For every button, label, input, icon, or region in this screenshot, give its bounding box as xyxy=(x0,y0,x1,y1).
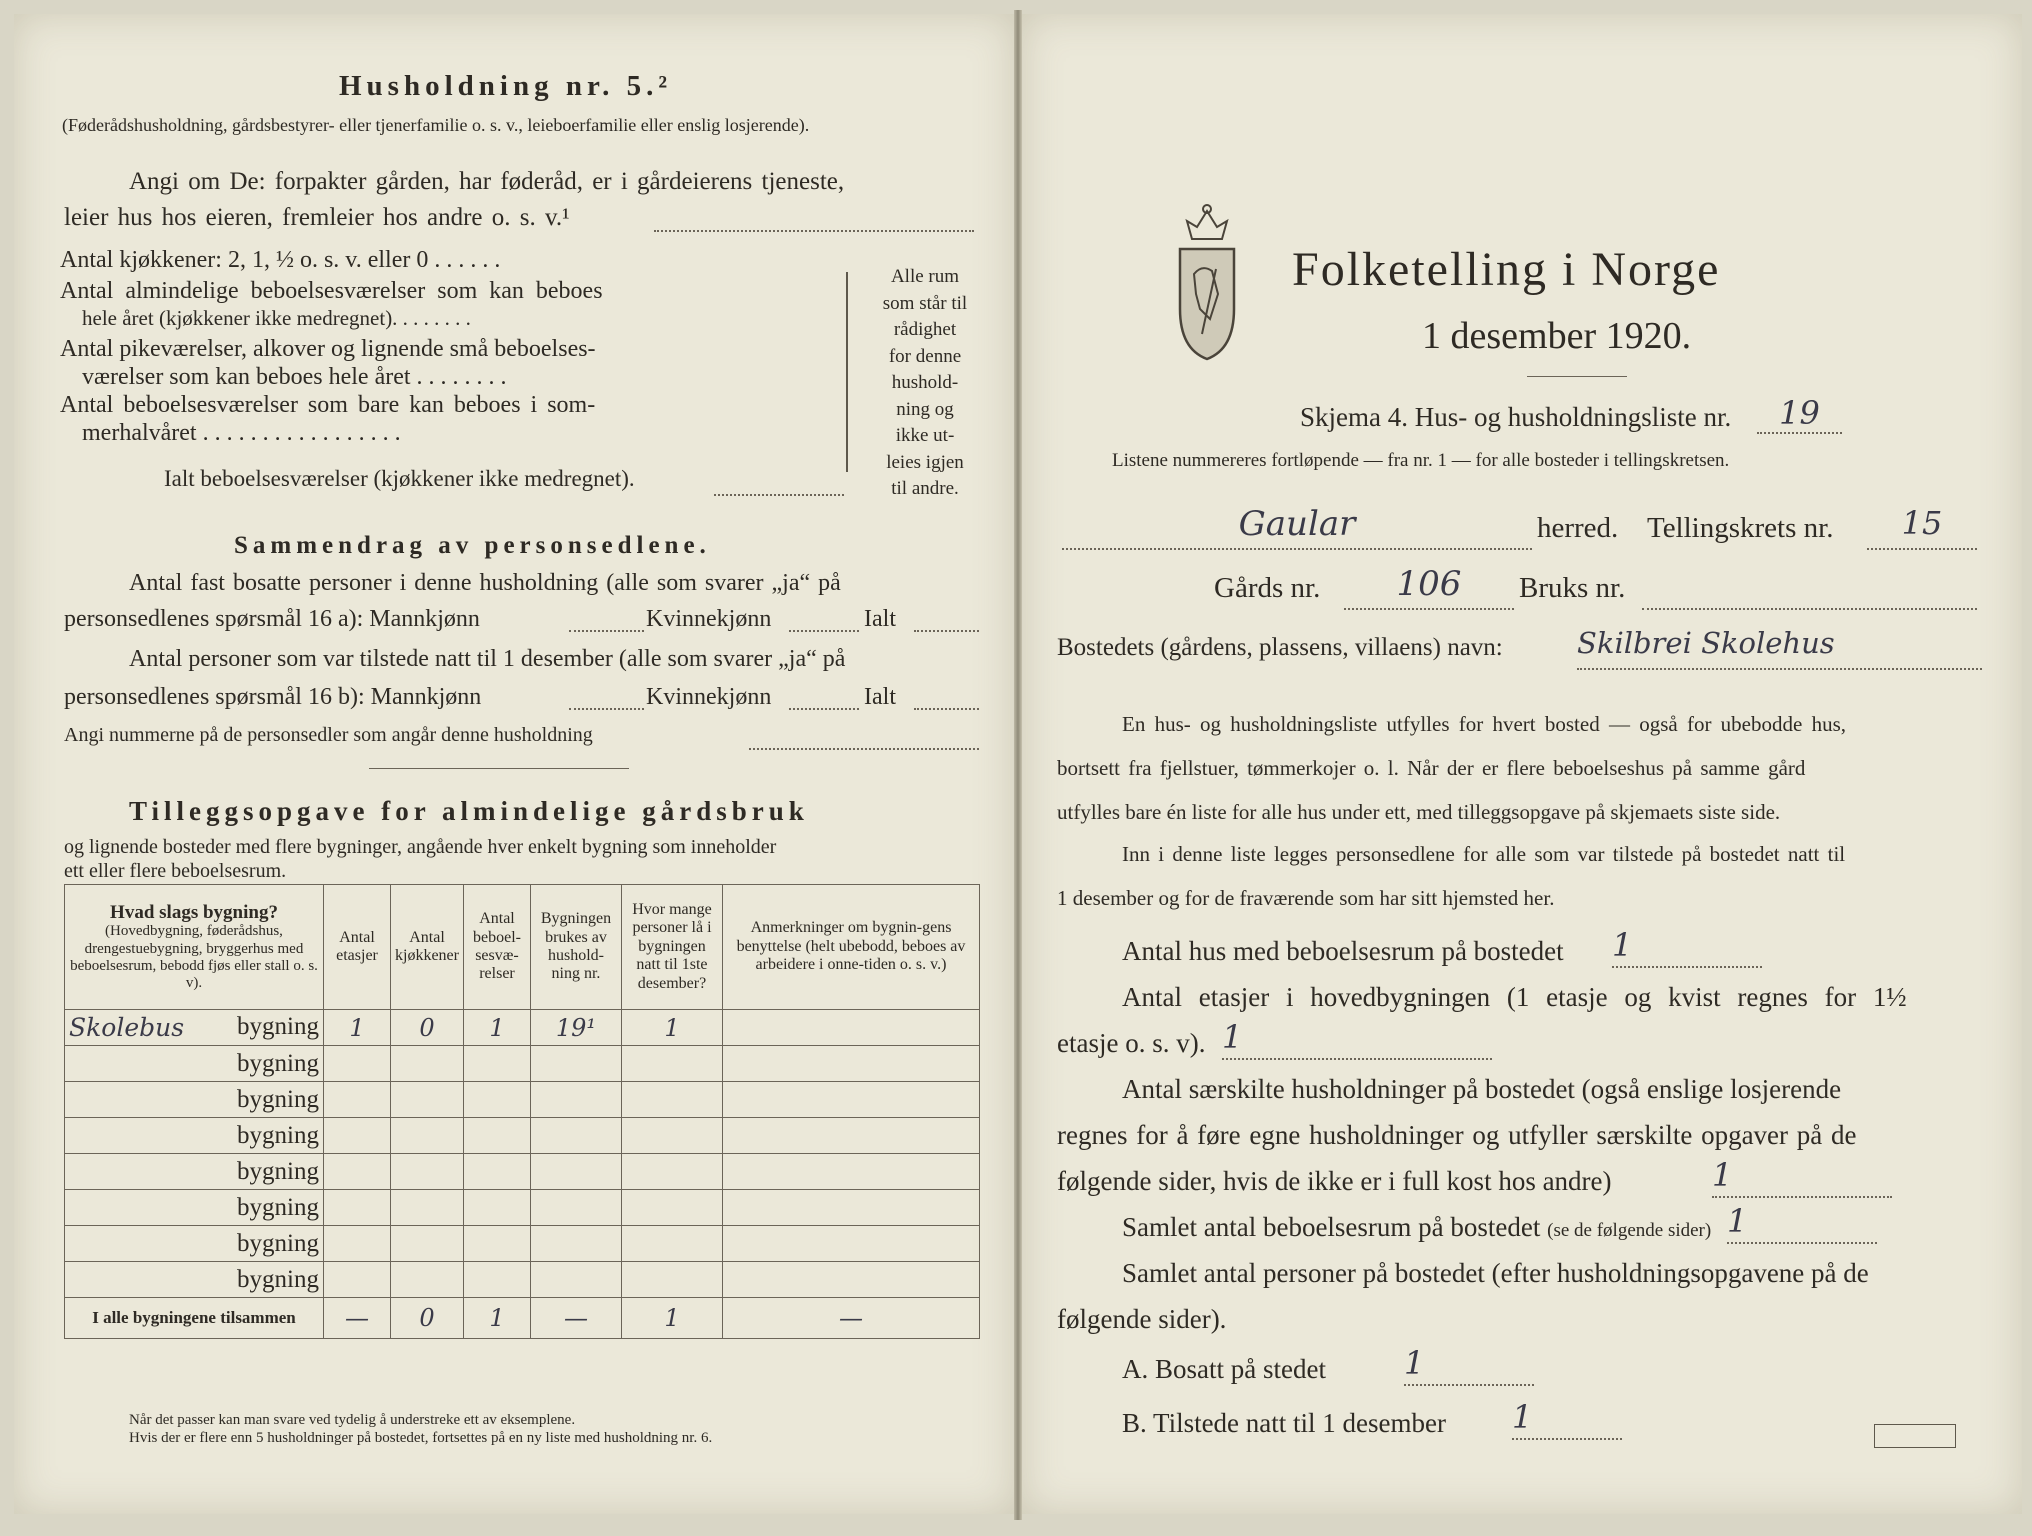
q-households-line3: følgende sider, hvis de ikke er i full kost hos andre) xyxy=(1057,1166,1612,1196)
rooms-note: Alle rum som står til rådighet for denne hushold- ning og ikke ut- leies igjen til andre. xyxy=(882,266,968,499)
q-resident-label: A. Bosatt på stedet xyxy=(1122,1354,1326,1384)
summary-heading: Sammendrag av personsedlene. xyxy=(234,532,711,559)
summary-p1-line2a: personsedlenes spørsmål 16 a): Mannkjønn xyxy=(64,606,480,632)
instruction-line-5: 1 desember og for de fraværende som har sitt hjemsted her. xyxy=(1057,886,1555,910)
gards-label: Gårds nr. xyxy=(1214,572,1321,604)
q-rooms-label: Samlet antal beboelsesrum på bostedet (se de følgende sider) xyxy=(1122,1212,1712,1242)
table-row: bygning xyxy=(65,1262,980,1298)
total-rooms-label: Ialt beboelsesværelser (kjøkkener ikke medregnet). xyxy=(164,466,635,491)
krets-label: Tellingskrets nr. xyxy=(1647,512,1834,544)
total-rooms-line xyxy=(714,494,844,496)
summary-p2-line1: Antal personer som var tilstede natt til 1 desember (alle som svarer „ja“ på xyxy=(129,646,846,672)
summer-rooms-label-2: merhalvåret . . . . . . . . . . . . . . . . . xyxy=(82,420,401,446)
p1-male-line xyxy=(569,630,644,632)
angi-answer-line xyxy=(654,230,974,232)
numbering-note: Listene nummereres fortløpende — fra nr. 1 — for alle bosteder i tellingskretsen. xyxy=(1112,450,1730,471)
instruction-line-4: Inn i denne liste legges personsedlene for alle som var tilstede på bostedet natt til xyxy=(1122,842,1846,866)
col-kitchens: Antal kjøkkener xyxy=(391,885,464,1010)
q-households-value: 1 xyxy=(1712,1156,1892,1198)
summary-p1-line2c: Ialt xyxy=(864,606,896,632)
summary-p2-line2b: Kvinnekjønn xyxy=(646,684,772,710)
household-subtitle: (Føderådshusholdning, gårdsbestyrer- eller tjenerfamilie o. s. v., leieboerfamilie eller enslig losjerende). xyxy=(62,115,810,135)
herred-label: herred. xyxy=(1537,512,1619,544)
page-fold xyxy=(1014,10,1022,1520)
supplement-intro-1: og lignende bosteder med flere bygninger, angående hver enkelt bygning som inneholder xyxy=(64,836,777,858)
left-page xyxy=(14,14,1014,1514)
table-row: bygning xyxy=(65,1082,980,1118)
bosted-value: Skilbrei Skolehus xyxy=(1577,626,1982,670)
table-row: bygning xyxy=(65,1154,980,1190)
list-number: 19 xyxy=(1757,394,1842,434)
supplement-intro-2: ett eller flere beboelsesrum. xyxy=(64,860,287,882)
rooms-bracket xyxy=(846,272,856,472)
col-building: Hvad slags bygning? (Hovedbygning, føderådshus, drengestuebygning, bryggerhus med beboelsesrum, bebodd fjøs eller stall o. s. v). xyxy=(65,885,324,1010)
q-persons-line1: Samlet antal personer på bostedet (efter husholdningsopgavene på de xyxy=(1122,1258,1869,1288)
q-floors-value: 1 xyxy=(1222,1018,1492,1060)
summary-p1-line2b: Kvinnekjønn xyxy=(646,606,772,632)
census-date: 1 desember 1920. xyxy=(1422,315,1692,357)
ordinary-rooms-label-2: hele året (kjøkkener ikke medregnet). . . . . . . . xyxy=(82,306,471,330)
q-floors-line2: etasje o. s. v). xyxy=(1057,1028,1206,1058)
krets-value: 15 xyxy=(1867,504,1977,550)
right-page xyxy=(1022,14,2022,1514)
q-households-line2: regnes for å føre egne husholdninger og utfyller særskilte opgaver på de xyxy=(1057,1120,1857,1150)
angi-numbers-label: Angi nummerne på de personsedler som angår denne husholdning xyxy=(64,724,593,746)
col-used-by: Bygningen brukes av hushold-ning nr. xyxy=(530,885,621,1010)
q-rooms-value: 1 xyxy=(1727,1202,1877,1244)
coat-of-arms-icon xyxy=(1172,199,1242,369)
q-persons-line2: følgende sider). xyxy=(1057,1304,1227,1334)
summer-rooms-label-1: Antal beboelsesværelser som bare kan beboes i som- xyxy=(60,392,596,418)
footnote-1: Når det passer kan man svare ved tydelig å understreke ett av eksemplene. xyxy=(129,1412,576,1428)
q-present-label: B. Tilstede natt til 1 desember xyxy=(1122,1408,1446,1438)
q-floors-line1: Antal etasjer i hovedbygningen (1 etasje og kvist regnes for 1½ xyxy=(1122,982,1907,1012)
col-rooms: Antal beboel-sesvæ-relser xyxy=(463,885,530,1010)
herred-value: Gaular xyxy=(1062,504,1532,550)
section-divider xyxy=(369,768,629,769)
q-households-line1: Antal særskilte husholdninger på bostedet (også enslige losjerende xyxy=(1122,1074,1842,1104)
p1-total-line xyxy=(914,630,979,632)
angi-line-2: leier hus hos eieren, fremleier hos andre o. s. v.¹ xyxy=(64,204,570,231)
summary-p2-line2a: personsedlenes spørsmål 16 b): Mannkjønn xyxy=(64,684,482,710)
angi-numbers-line xyxy=(749,748,979,750)
footnote-2: Hvis der er flere enn 5 husholdninger på bostedet, fortsettes på en ny liste med husholdning nr. 6. xyxy=(129,1430,713,1446)
summary-p2-line2c: Ialt xyxy=(864,684,896,710)
kitchens-label: Antal kjøkkener: 2, 1, ½ o. s. v. eller 0 . . . . . . xyxy=(60,247,501,273)
col-persons: Hvor mange personer lå i bygningen natt til 1ste desember? xyxy=(621,885,722,1010)
title-divider xyxy=(1527,376,1627,377)
table-row: bygning xyxy=(65,1226,980,1262)
angi-line-1: Angi om De: forpakter gården, har føderåd, er i gårdeierens tjeneste, xyxy=(129,168,845,195)
table-row: bygning xyxy=(65,1046,980,1082)
instruction-line-1: En hus- og husholdningsliste utfylles for hvert bosted — også for ubebodde hus, xyxy=(1122,712,1846,736)
maid-rooms-label-2: værelser som kan beboes hele året . . . . . . . . xyxy=(82,364,507,390)
instruction-line-3: utfylles bare én liste for alle hus under ett, med tilleggsopgave på skjemaets siste side. xyxy=(1057,800,1781,824)
supplement-heading: Tilleggsopgave for almindelige gårdsbruk xyxy=(129,796,809,826)
q-resident-value: 1 xyxy=(1404,1344,1534,1386)
table-row: Skolebus bygning 1 0 1 19¹ 1 xyxy=(65,1010,980,1046)
bruks-value xyxy=(1642,564,1977,610)
p2-female-line xyxy=(789,708,859,710)
col-floors: Antal etasjer xyxy=(324,885,391,1010)
col-remarks: Anmerkninger om bygnin-gens benyttelse (helt ubebodd, beboes av arbeidere i onne-tiden o. s. v.) xyxy=(722,885,979,1010)
q-houses-label: Antal hus med beboelsesrum på bostedet xyxy=(1122,936,1564,966)
maid-rooms-label-1: Antal pikeværelser, alkover og lignende små beboelses- xyxy=(60,336,596,362)
ordinary-rooms-label-1: Antal almindelige beboelsesværelser som kan beboes xyxy=(60,278,603,304)
instruction-line-2: bortsett fra fjellstuer, tømmerkojer o. l. Når der er flere beboelseshus på samme gård xyxy=(1057,756,1806,780)
q-houses-value: 1 xyxy=(1612,926,1762,968)
bosted-label: Bostedets (gårdens, plassens, villaens) navn: xyxy=(1057,634,1503,661)
p2-total-line xyxy=(914,708,979,710)
table-row: bygning xyxy=(65,1190,980,1226)
q-present-value: 1 xyxy=(1512,1398,1622,1440)
table-total-row: I alle bygningene tilsammen — 0 1 — 1 — xyxy=(65,1298,980,1339)
printer-stamp-icon xyxy=(1874,1424,1956,1448)
table-row: bygning xyxy=(65,1118,980,1154)
census-title: Folketelling i Norge xyxy=(1292,243,1721,296)
gards-value: 106 xyxy=(1344,564,1514,610)
p1-female-line xyxy=(789,630,859,632)
building-table xyxy=(64,884,980,1339)
household-title: Husholdning nr. 5.² xyxy=(339,70,673,102)
bruks-label: Bruks nr. xyxy=(1519,572,1626,604)
p2-male-line xyxy=(569,708,644,710)
summary-p1-line1: Antal fast bosatte personer i denne husholdning (alle som svarer „ja“ på xyxy=(129,570,841,596)
building-table-header xyxy=(65,885,980,1010)
skjema-label: Skjema 4. Hus- og husholdningsliste nr. xyxy=(1300,402,1732,432)
